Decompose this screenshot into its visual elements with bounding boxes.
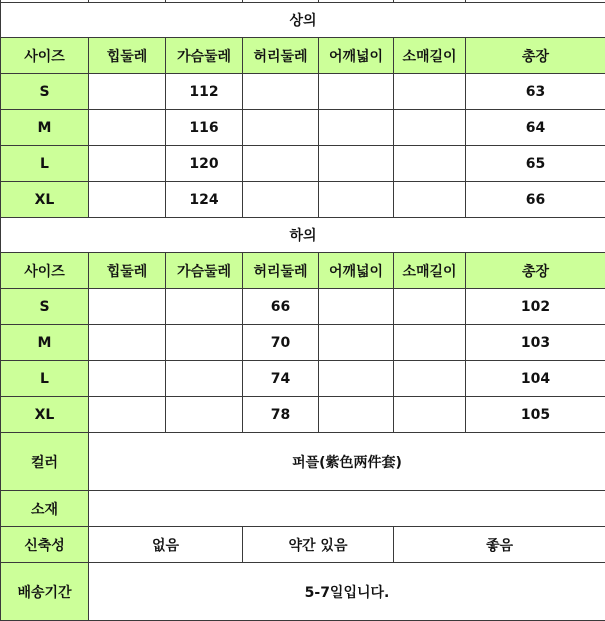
shoulder-value [319, 110, 394, 146]
header-chest: 가슴둘레 [166, 253, 243, 289]
size-label: M [1, 110, 89, 146]
length-value: 66 [466, 182, 605, 218]
chest-value [166, 361, 243, 397]
hip-value [89, 74, 166, 110]
shoulder-value [319, 361, 394, 397]
size-label: XL [1, 397, 89, 433]
color-row [1, 433, 605, 491]
chest-value [166, 325, 243, 361]
table-row [1, 361, 605, 397]
chest-value: 124 [166, 182, 243, 218]
shoulder-value [319, 146, 394, 182]
sleeve-value [394, 325, 466, 361]
sleeve-value [394, 289, 466, 325]
length-value: 104 [466, 361, 605, 397]
header-hip: 힙둘레 [89, 253, 166, 289]
waist-value: 70 [243, 325, 319, 361]
size-label: XL [1, 182, 89, 218]
hip-value [89, 110, 166, 146]
table-row [1, 182, 605, 218]
bottom-section-title-row [1, 218, 605, 253]
hip-value [89, 397, 166, 433]
shoulder-value [319, 289, 394, 325]
shoulder-value [319, 74, 394, 110]
shoulder-value [319, 182, 394, 218]
hip-value [89, 146, 166, 182]
header-length: 총장 [466, 38, 605, 74]
header-size: 사이즈 [1, 253, 89, 289]
color-value: 퍼플(紫色两件套) [89, 433, 605, 491]
waist-value [243, 146, 319, 182]
shoulder-value [319, 325, 394, 361]
waist-value: 66 [243, 289, 319, 325]
stretch-label: 신축성 [1, 527, 89, 563]
chest-value [166, 289, 243, 325]
header-sleeve: 소매길이 [394, 253, 466, 289]
sleeve-value [394, 182, 466, 218]
table-row [1, 325, 605, 361]
waist-value [243, 110, 319, 146]
waist-value: 74 [243, 361, 319, 397]
table-row [1, 146, 605, 182]
size-label: M [1, 325, 89, 361]
chest-value: 120 [166, 146, 243, 182]
hip-value [89, 361, 166, 397]
top-header-row [1, 38, 605, 74]
header-size: 사이즈 [1, 38, 89, 74]
sleeve-value [394, 110, 466, 146]
waist-value [243, 74, 319, 110]
hip-value [89, 325, 166, 361]
bottom-header-row [1, 253, 605, 289]
shoulder-value [319, 397, 394, 433]
length-value: 103 [466, 325, 605, 361]
length-value: 64 [466, 110, 605, 146]
header-hip: 힙둘레 [89, 38, 166, 74]
length-value: 102 [466, 289, 605, 325]
size-label: S [1, 74, 89, 110]
sleeve-value [394, 361, 466, 397]
header-chest: 가슴둘레 [166, 38, 243, 74]
shipping-label: 배송기간 [1, 563, 89, 621]
top-section-title-row [1, 3, 605, 38]
header-sleeve: 소매길이 [394, 38, 466, 74]
header-length: 총장 [466, 253, 605, 289]
material-value [89, 491, 605, 527]
chest-value: 116 [166, 110, 243, 146]
size-label: L [1, 361, 89, 397]
hip-value [89, 289, 166, 325]
length-value: 105 [466, 397, 605, 433]
header-waist: 허리둘레 [243, 38, 319, 74]
table-row [1, 74, 605, 110]
material-label: 소재 [1, 491, 89, 527]
material-row [1, 491, 605, 527]
size-label: L [1, 146, 89, 182]
table-row [1, 110, 605, 146]
header-shoulder: 어깨넓이 [319, 253, 394, 289]
waist-value: 78 [243, 397, 319, 433]
sleeve-value [394, 146, 466, 182]
chest-value: 112 [166, 74, 243, 110]
sleeve-value [394, 74, 466, 110]
table-row [1, 289, 605, 325]
shipping-value: 5-7일입니다. [89, 563, 605, 621]
size-label: S [1, 289, 89, 325]
shipping-row [1, 563, 605, 621]
length-value: 63 [466, 74, 605, 110]
sleeve-value [394, 397, 466, 433]
hip-value [89, 182, 166, 218]
stretch-option-some: 약간 있음 [243, 527, 394, 563]
color-label: 컬러 [1, 433, 89, 491]
bottom-section-title: 하의 [1, 218, 605, 253]
waist-value [243, 182, 319, 218]
chest-value [166, 397, 243, 433]
stretch-row [1, 527, 605, 563]
top-section-title: 상의 [1, 3, 605, 38]
stretch-option-good: 좋음 [394, 527, 605, 563]
header-waist: 허리둘레 [243, 253, 319, 289]
header-shoulder: 어깨넓이 [319, 38, 394, 74]
table-row [1, 397, 605, 433]
length-value: 65 [466, 146, 605, 182]
stretch-option-none: 없음 [89, 527, 243, 563]
